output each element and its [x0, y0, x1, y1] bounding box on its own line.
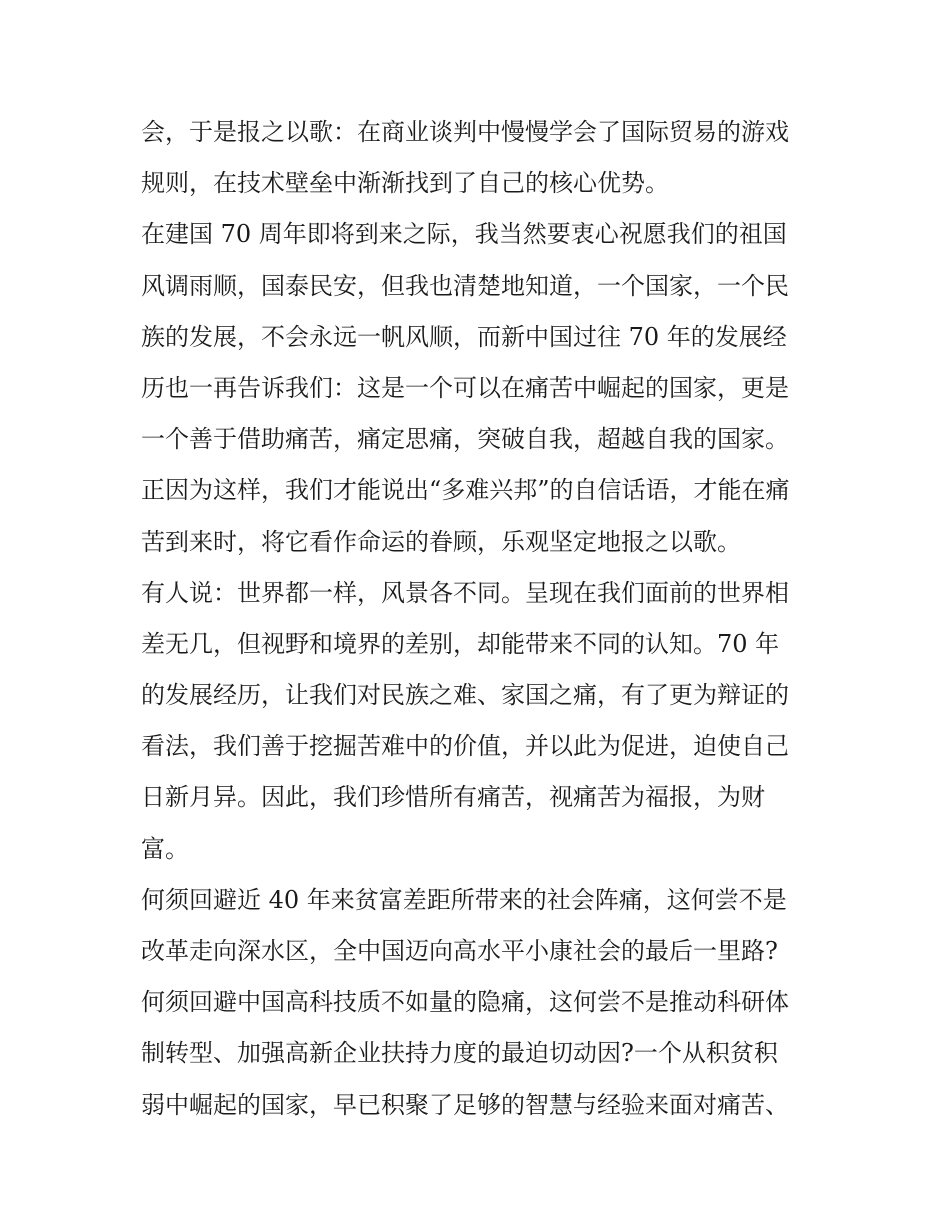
text-line: 差无几，但视野和境界的差别，却能带来不同的认知。70 年 — [141, 629, 780, 658]
text-line: 会，于是报之以歌：在商业谈判中慢慢学会了国际贸易的游戏 — [141, 118, 789, 146]
text-line: 在建国 70 周年即将到来之际，我当然要衷心祝愿我们的祖国 — [141, 220, 787, 249]
text-line: 看法，我们善于挖掘苦难中的价值，并以此为促进，迫使自己 — [141, 732, 789, 761]
text-line: 何须回避中国高科技质不如量的隐痛，这何尝不是推动科研体 — [141, 988, 789, 1017]
text-line: 有人说：世界都一样，风景各不同。呈现在我们面前的世界相 — [141, 578, 789, 607]
text-line: 的发展经历，让我们对民族之难、家国之痛，有了更为辩证的 — [141, 681, 789, 710]
text-line: 富。 — [141, 834, 189, 863]
text-line: 改革走向深水区，全中国迈向高水平小康社会的最后一里路? — [141, 937, 778, 965]
text-line: 苦到来时，将它看作命运的眷顾，乐观坚定地报之以歌。 — [141, 527, 741, 556]
document-body — [141, 107, 821, 1131]
text-line: 规则，在技术壁垒中渐渐找到了自己的核心优势。 — [141, 169, 669, 198]
text-line: 正因为这样，我们才能说出“多难兴邦”的自信话语，才能在痛 — [141, 476, 790, 505]
text-line: 日新月异。因此，我们珍惜所有痛苦，视痛苦为福报，为财 — [141, 783, 765, 812]
text-line: 制转型、加强高新企业扶持力度的最迫切动因?一个从积贫积 — [141, 1039, 778, 1068]
text-line: 一个善于借助痛苦，痛定思痛，突破自我，超越自我的国家。 — [141, 425, 789, 454]
text-line: 族的发展，不会永远一帆风顺，而新中国过往 70 年的发展经 — [141, 322, 787, 351]
text-line: 风调雨顺，国泰民安，但我也清楚地知道，一个国家，一个民 — [141, 271, 789, 300]
text-line: 何须回避近 40 年来贫富差距所带来的社会阵痛，这何尝不是 — [141, 885, 787, 914]
text-line: 历也一再告诉我们：这是一个可以在痛苦中崛起的国家，更是 — [141, 373, 789, 402]
text-line: 弱中崛起的国家，早已积聚了足够的智慧与经验来面对痛苦、 — [141, 1090, 789, 1119]
